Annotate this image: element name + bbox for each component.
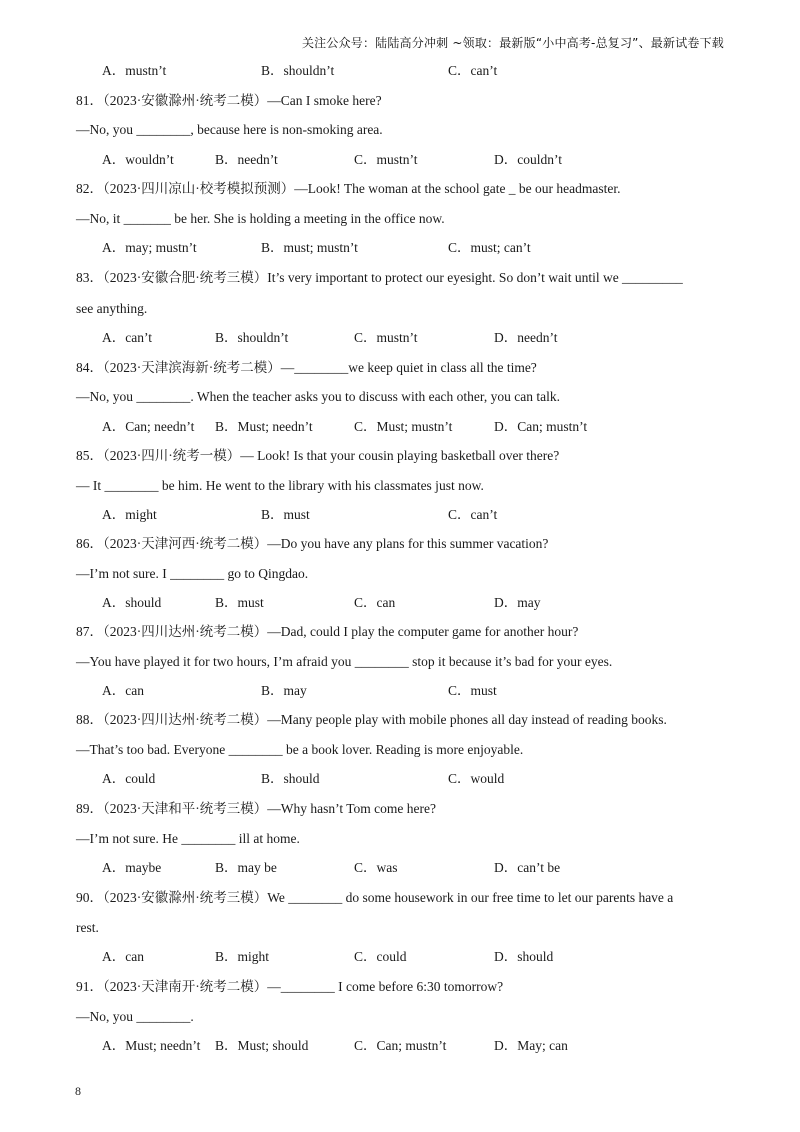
- option-c: C．can’t: [448, 63, 498, 78]
- option-a: A．mustn’t: [102, 63, 167, 78]
- option-b: B．Must; should: [215, 1038, 309, 1053]
- question-text: — It ________ be him. He went to the library with his classmates just now.: [76, 478, 484, 493]
- question-text: —No, you ________.: [76, 1009, 194, 1024]
- option-c: C．must; can’t: [448, 240, 531, 255]
- option-c: C．mustn’t: [354, 330, 418, 345]
- question-text: 86．（2023·天津河西·统考二模）—Do you have any plans for this summer vacation?: [76, 536, 549, 551]
- option-a: A．can: [102, 683, 144, 698]
- option-a: A．might: [102, 507, 157, 522]
- option-d: D．couldn’t: [494, 152, 562, 167]
- option-c: C．was: [354, 860, 398, 875]
- question-text: 87．（2023·四川达州·统考二模）—Dad, could I play the computer game for another hour?: [76, 624, 579, 639]
- option-a: A．can: [102, 949, 144, 964]
- option-a: A．maybe: [102, 860, 162, 875]
- option-c: C．must: [448, 683, 497, 698]
- option-d: D．needn’t: [494, 330, 558, 345]
- option-d: D．should: [494, 949, 554, 964]
- question-text: 91．（2023·天津南开·统考二模）—________ I come before 6:30 tomorrow?: [76, 979, 504, 994]
- option-b: B．Must; needn’t: [215, 419, 313, 434]
- option-d: D．can’t be: [494, 860, 561, 875]
- question-text: —No, it _______ be her. She is holding a meeting in the office now.: [76, 211, 445, 226]
- option-b: B．shouldn’t: [261, 63, 335, 78]
- question-text: 85．（2023·四川·统考一模）— Look! Is that your cousin playing basketball over there?: [76, 448, 560, 463]
- question-text: —No, you ________. When the teacher asks you to discuss with each other, you can talk.: [76, 389, 560, 404]
- page-header: 关注公众号：陆陆高分冲刺 ~领取：最新版“小中高考-总复习”、最新试卷下载: [301, 36, 724, 50]
- question-text: —You have played it for two hours, I’m afraid you ________ stop it because it’s bad for your eyes.: [76, 654, 613, 669]
- question-text: 89．（2023·天津和平·统考三模）—Why hasn’t Tom come here?: [76, 801, 436, 816]
- question-text: —That’s too bad. Everyone ________ be a book lover. Reading is more enjoyable.: [76, 742, 524, 757]
- question-text: 81．（2023·安徽滁州·统考二模）—Can I smoke here?: [76, 93, 382, 108]
- option-b: B．must: [261, 507, 310, 522]
- option-c: C．mustn’t: [354, 152, 418, 167]
- option-c: C．Must; mustn’t: [354, 419, 453, 434]
- option-a: A．wouldn’t: [102, 152, 174, 167]
- option-c: C．can: [354, 595, 396, 610]
- question-text: 84．（2023·天津滨海新·统考二模）—________we keep quiet in class all the time?: [76, 360, 537, 375]
- option-d: D．May; can: [494, 1038, 568, 1053]
- option-b: B．shouldn’t: [215, 330, 289, 345]
- question-text: see anything.: [76, 301, 148, 316]
- option-d: D．may: [494, 595, 541, 610]
- option-b: B．needn’t: [215, 152, 278, 167]
- option-b: B．must; mustn’t: [261, 240, 358, 255]
- option-b: B．may: [261, 683, 307, 698]
- option-a: A．can’t: [102, 330, 152, 345]
- question-text: —No, you ________, because here is non-smoking area.: [76, 122, 383, 137]
- option-b: B．must: [215, 595, 264, 610]
- question-text: rest.: [76, 920, 99, 935]
- option-c: C．could: [354, 949, 407, 964]
- question-text: 83．（2023·安徽合肥·统考三模）It’s very important to protect our eyesight. So don’t wait until we _________: [76, 270, 683, 285]
- option-b: B．might: [215, 949, 270, 964]
- option-a: A．could: [102, 771, 156, 786]
- option-a: A．Can; needn’t: [102, 419, 195, 434]
- question-text: 90．（2023·安徽滁州·统考三模）We ________ do some housework in our free time to let our parents have a: [76, 890, 674, 905]
- option-b: B．should: [261, 771, 320, 786]
- option-a: A．should: [102, 595, 162, 610]
- option-c: C．Can; mustn’t: [354, 1038, 447, 1053]
- page-number: 8: [75, 1084, 81, 1098]
- question-text: 88．（2023·四川达州·统考二模）—Many people play with mobile phones all day instead of reading books.: [76, 712, 667, 727]
- question-text: —I’m not sure. I ________ go to Qingdao.: [76, 566, 309, 581]
- option-b: B．may be: [215, 860, 277, 875]
- option-a: A．Must; needn’t: [102, 1038, 201, 1053]
- option-c: C．can’t: [448, 507, 498, 522]
- option-a: A．may; mustn’t: [102, 240, 197, 255]
- question-text: 82．（2023·四川凉山·校考模拟预测）—Look! The woman at the school gate _ be our headmaster.: [76, 181, 621, 196]
- question-text: —I’m not sure. He ________ ill at home.: [76, 831, 300, 846]
- option-d: D．Can; mustn’t: [494, 419, 588, 434]
- option-c: C．would: [448, 771, 505, 786]
